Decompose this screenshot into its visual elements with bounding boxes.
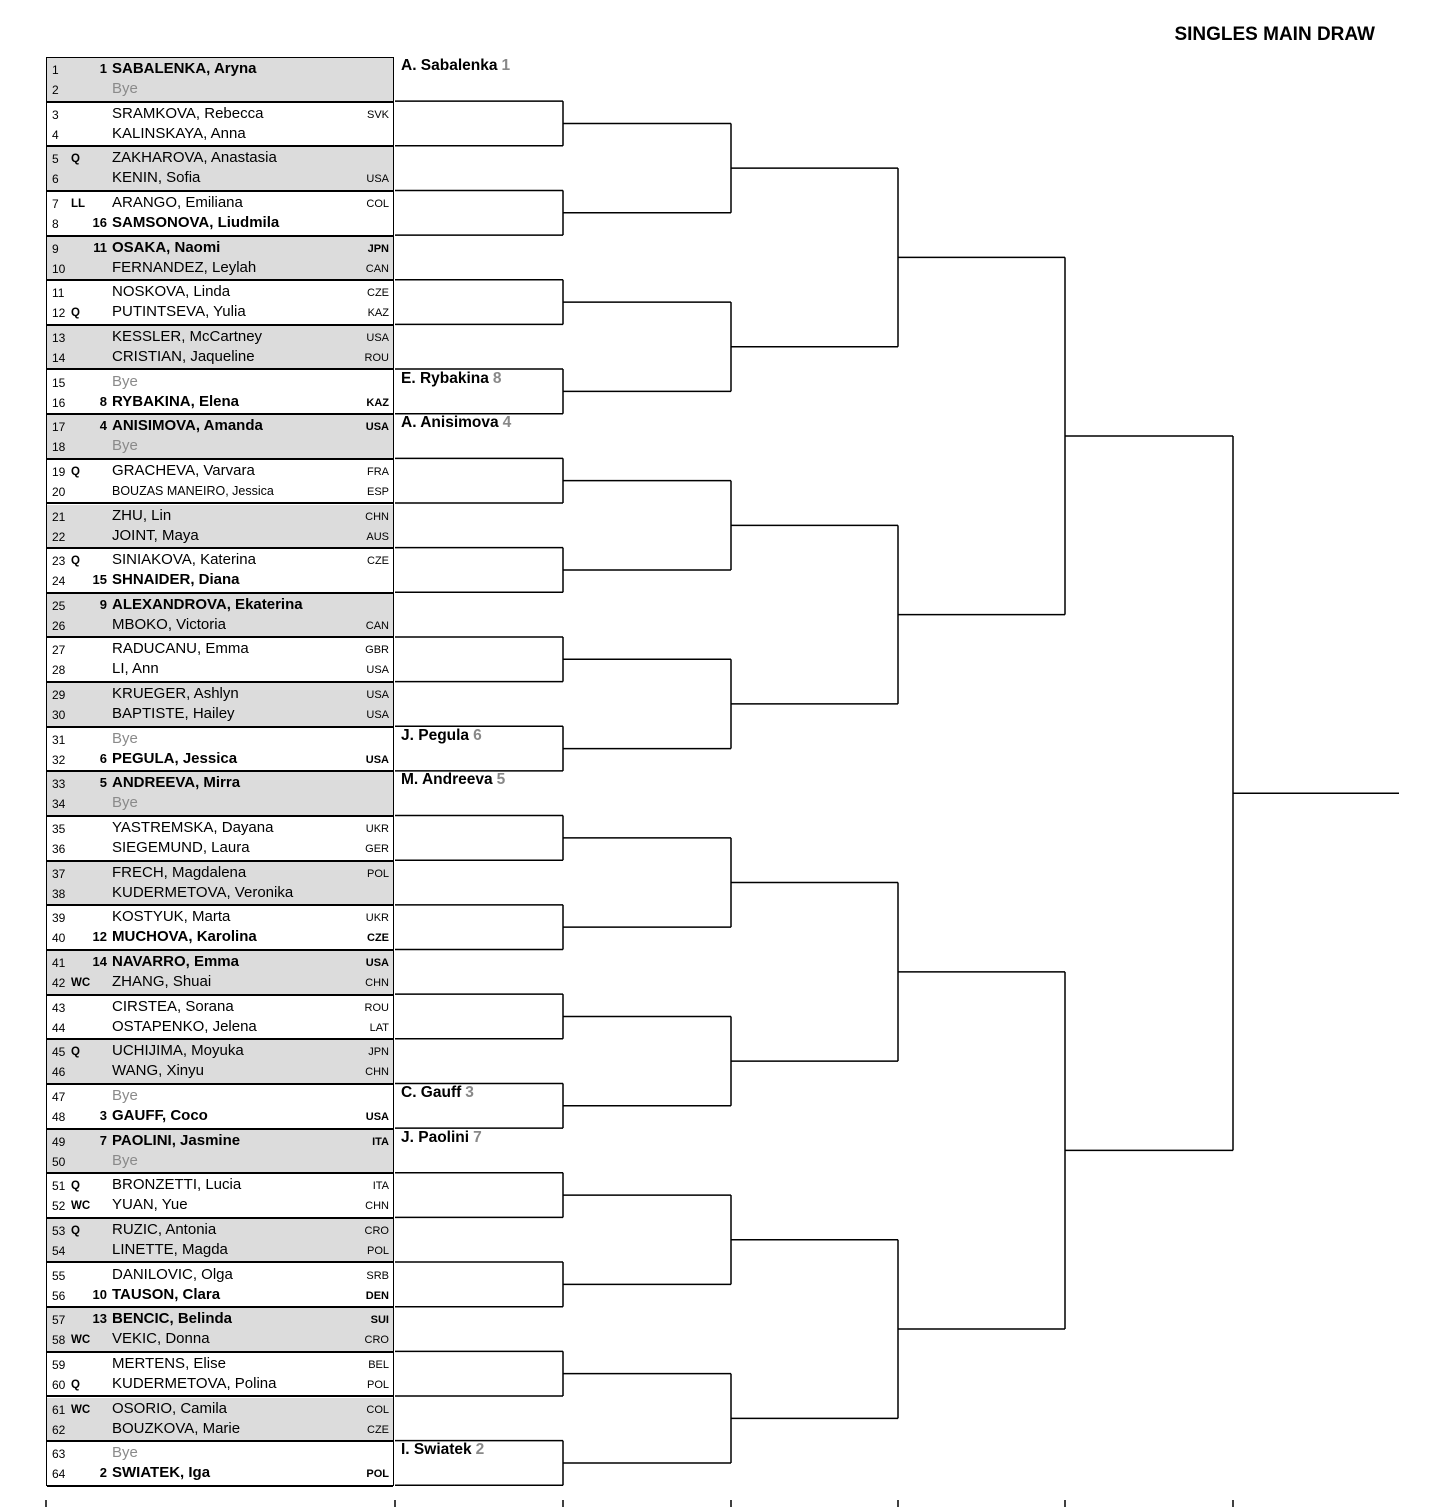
advancer-label [401,727,482,745]
player-name: YUAN, Yue [112,1196,188,1214]
nationality: DEN [365,1289,389,1302]
player-name: MERTENS, Elise [112,1354,226,1372]
player-name: ZHU, Lin [112,506,172,524]
player-name: MBOKO, Victoria [112,615,226,633]
seed-number: 5 [99,775,107,791]
player-name: PAOLINI, Jasmine [112,1131,241,1149]
draw-position: 53 [52,1223,66,1238]
draw-position: 4 [52,127,59,142]
draw-position: 11 [52,286,65,301]
nationality: KAZ [367,307,389,320]
draw-position: 55 [52,1268,66,1283]
draw-position: 50 [52,1154,66,1169]
advancer-name: J. Paolini [401,1128,470,1146]
advancer-name: J. Pegula [401,726,470,744]
nationality: USA [366,689,389,702]
nationality: SVK [366,108,389,121]
entry-status: WC [71,1200,91,1213]
nationality: JPN [368,1046,389,1059]
nationality: SRB [366,1269,389,1282]
draw-position: 30 [52,708,66,723]
nationality: GBR [365,644,389,657]
advancer-label [401,1129,482,1147]
advancer-name: M. Andreeva [401,771,493,789]
player-name: OSAKA, Naomi [112,238,221,256]
entry-status: LL [71,197,86,210]
player-name: ZHANG, Shuai [112,973,212,990]
player-name: NAVARRO, Emma [112,953,239,970]
nationality: LAT [369,1021,389,1034]
nationality: CHN [365,1066,389,1079]
draw-position: 8 [52,216,59,231]
nationality: FRA [367,465,389,478]
seed-number: 9 [99,596,107,612]
nationality: POL [366,1378,389,1391]
draw-position: 28 [52,663,66,678]
player-name: PUTINTSEVA, Yulia [112,303,246,321]
draw-position: 59 [52,1357,66,1372]
draw-position: 64 [52,1467,66,1482]
nationality: USA [365,753,389,766]
advancer-name: C. Gauff [401,1083,462,1101]
entry-status: Q [71,1180,80,1193]
draw-position: 54 [52,1243,66,1258]
advancer-label [401,57,510,75]
nationality: CZE [367,287,389,300]
draw-position: 14 [52,350,66,365]
player-name: ANDREEVA, Mirra [112,774,241,792]
entry-status: Q [71,153,80,166]
nationality: CHN [365,510,389,523]
draw-position: 13 [52,330,66,345]
nationality: SUI [370,1314,389,1327]
player-name: KALINSKAYA, Anna [112,124,246,142]
seed-number: 11 [93,239,107,255]
nationality: UKR [365,912,389,925]
player-name: SABALENKA, Aryna [112,60,257,77]
seed-number: 6 [99,750,107,766]
draw-position: 18 [52,440,66,455]
entry-status: WC [71,977,91,989]
player-name: GAUFF, Coco [112,1106,208,1124]
advancer-label [401,1441,484,1459]
draw-position: 15 [52,375,66,390]
seed-number: 15 [92,572,107,588]
player-name: UCHIJIMA, Moyuka [112,1042,244,1060]
seed-number: 12 [92,929,107,945]
nationality: CAN [365,619,389,632]
draw-position: 48 [52,1109,66,1124]
advancer-seed: 7 [473,1128,482,1146]
nationality: POL [366,1468,389,1481]
draw-position: 25 [52,598,66,613]
player-name: Bye [112,1086,138,1104]
player-name: Bye [112,794,138,812]
player-name: FRECH, Magdalena [112,863,247,881]
seed-number: 1 [99,61,107,76]
draw-position: 57 [52,1313,66,1328]
player-name: ALEXANDROVA, Ekaterina [112,595,303,613]
seed-number: 16 [92,214,107,230]
player-name: ARANGO, Emiliana [112,193,243,211]
nationality: POL [366,1244,389,1257]
advancer-seed: 5 [496,771,506,789]
advancer-label [401,771,505,789]
player-name: RADUCANU, Emma [112,640,249,658]
player-name: KENIN, Sofia [112,169,201,187]
draw-position: 36 [52,842,66,857]
draw-position: 42 [52,976,66,990]
nationality: ITA [372,1135,389,1148]
advancer-seed: 6 [473,726,482,744]
draw-position: 19 [52,464,66,479]
nationality: ROU [364,351,389,364]
player-name: JOINT, Maya [112,526,199,544]
player-name: OSORIO, Camila [112,1399,228,1417]
draw-position: 51 [52,1179,66,1194]
nationality: COL [366,1403,389,1416]
nationality: CRO [364,1224,389,1237]
draw-position: 45 [52,1045,66,1060]
nationality: CZE [367,555,389,568]
nationality: USA [365,1110,389,1123]
advancer-seed: 8 [492,369,502,387]
player-name: VEKIC, Donna [112,1330,210,1348]
draw-position: 34 [52,797,66,812]
player-name: Bye [112,437,138,455]
player-name: PEGULA, Jessica [112,749,238,767]
player-name: SRAMKOVA, Rebecca [112,104,264,122]
entry-status: WC [71,1334,91,1347]
player-name: BOUZAS MANEIRO, Jessica [112,483,274,498]
player-name: Bye [112,1151,138,1169]
draw-position: 61 [52,1402,66,1417]
draw-position: 35 [52,822,66,837]
draw-position: 9 [52,241,59,256]
nationality: COL [366,197,389,210]
draw-position: 52 [52,1199,66,1214]
draw-position: 60 [52,1377,66,1392]
player-name: CRISTIAN, Jaqueline [112,347,255,365]
seed-number: 14 [92,954,107,969]
nationality: BEL [368,1358,389,1371]
entry-status: Q [71,555,80,568]
player-name: OSTAPENKO, Jelena [112,1017,257,1035]
entry-status: Q [71,465,80,478]
nationality: ITA [372,1180,389,1193]
player-name: Bye [112,372,138,390]
draw-position: 46 [52,1065,66,1080]
player-name: KESSLER, McCartney [112,327,263,345]
advancer-seed: 3 [465,1083,474,1101]
nationality: USA [366,709,389,722]
nationality: USA [366,664,389,677]
advancer-label [401,414,511,432]
entry-status: Q [71,1378,80,1391]
player-name: KOSTYUK, Marta [112,908,231,926]
player-name: ANISIMOVA, Amanda [112,417,263,435]
entry-status: Q [71,307,80,320]
nationality: CHN [365,977,389,989]
draw-position: 33 [52,777,66,792]
draw-position: 47 [52,1089,66,1104]
advancer-name: A. Anisimova [401,414,499,432]
seed-number: 7 [99,1132,107,1148]
draw-position: 62 [52,1422,66,1437]
draw-position: 3 [52,107,59,122]
player-name: FERNANDEZ, Leylah [112,258,257,276]
draw-position: 43 [52,1000,66,1015]
draw-position: 6 [52,172,59,187]
draw-position: 20 [52,484,66,499]
player-name: YASTREMSKA, Dayana [112,819,274,837]
player-name: Bye [112,1444,138,1462]
advancer-seed: 2 [475,1441,485,1459]
draw-position: 5 [52,152,59,167]
advancer-label [401,370,502,388]
player-name: ZAKHAROVA, Anastasia [112,149,277,167]
nationality: ROU [364,1001,389,1014]
draw-position: 49 [52,1134,66,1149]
draw-position: 10 [52,261,66,276]
draw-position: 22 [52,529,66,544]
draw-position: 37 [52,866,66,881]
advancer-name: A. Sabalenka [401,57,498,74]
seed-number: 2 [99,1465,107,1481]
player-name: RYBAKINA, Elena [112,392,239,410]
draw-position: 21 [52,509,66,524]
draw-position: 63 [52,1447,66,1462]
player-name: MUCHOVA, Karolina [112,928,257,946]
player-name: NOSKOVA, Linda [112,283,231,301]
entry-status: WC [71,1403,91,1416]
nationality: UKR [365,823,389,836]
player-name: RUZIC, Antonia [112,1220,217,1238]
draw-position: 1 [52,63,59,77]
player-name: SINIAKOVA, Katerina [112,551,256,569]
seed-number: 10 [92,1286,107,1302]
nationality: GER [365,843,389,856]
seed-number: 4 [99,418,107,434]
advancer-name: E. Rybakina [401,369,489,387]
draw-position: 16 [52,395,66,410]
draw-position: 38 [52,886,66,901]
nationality: CHN [365,1200,389,1213]
player-name: WANG, Xinyu [112,1062,204,1080]
draw-position: 40 [52,931,66,946]
nationality: CZE [367,1423,389,1436]
page-title: SINGLES MAIN DRAW [1174,24,1375,45]
player-name: SHNAIDER, Diana [112,571,240,589]
draw-position: 58 [52,1333,66,1348]
nationality: JPN [367,242,389,255]
player-name: BRONZETTI, Lucia [112,1176,242,1194]
entry-status: Q [71,1046,80,1059]
nationality: POL [366,867,389,880]
draw-position: 7 [52,196,59,211]
advancer-seed: 1 [501,57,511,74]
draw-position: 26 [52,618,66,633]
advancer-name: I. Swiatek [401,1441,472,1459]
player-name: CIRSTEA, Sorana [112,997,234,1015]
player-name: LINETTE, Magda [112,1240,228,1258]
player-name: SAMSONOVA, Liudmila [112,213,280,231]
player-name: KUDERMETOVA, Veronika [112,883,294,901]
draw-position: 2 [52,83,59,97]
nationality: KAZ [366,396,389,409]
seed-number: 13 [92,1311,107,1327]
advancer-seed: 4 [502,414,512,432]
nationality: AUS [366,530,389,543]
entry-status: Q [71,1224,80,1237]
draw-position: 56 [52,1288,66,1303]
draw-position: 12 [52,306,66,321]
player-name: LI, Ann [112,660,159,678]
player-name: BENCIC, Belinda [112,1310,233,1328]
draw-position: 41 [52,956,66,970]
player-name: GRACHEVA, Varvara [112,461,255,479]
player-name: KRUEGER, Ashlyn [112,685,239,703]
seed-number: 8 [99,393,107,409]
draw-position: 27 [52,643,66,658]
nationality: USA [366,331,389,344]
nationality: CZE [367,932,389,945]
draw-position: 17 [52,420,66,435]
player-name: TAUSON, Clara [112,1285,221,1303]
nationality: USA [365,957,389,969]
seed-number: 3 [99,1107,107,1123]
player-name: SIEGEMUND, Laura [112,839,250,857]
draw-position: 29 [52,688,66,703]
player-name: Bye [112,729,138,747]
nationality: CAN [365,262,389,275]
player-name: DANILOVIC, Olga [112,1265,233,1283]
advancer-label [401,1084,474,1102]
nationality: ESP [366,485,389,498]
draw-position: 39 [52,911,66,926]
nationality: USA [365,421,389,434]
draw-position: 31 [52,732,66,747]
draw-position: 44 [52,1020,66,1035]
nationality: USA [366,173,389,186]
draw-position: 32 [52,752,66,767]
draw-position: 23 [52,554,66,569]
player-name: Bye [112,80,138,97]
player-name: KUDERMETOVA, Polina [112,1374,277,1392]
player-name: BOUZKOVA, Marie [112,1419,241,1437]
nationality: CRO [364,1334,389,1347]
draw-position: 24 [52,574,66,589]
player-name: SWIATEK, Iga [112,1464,211,1482]
player-name: BAPTISTE, Hailey [112,705,235,723]
